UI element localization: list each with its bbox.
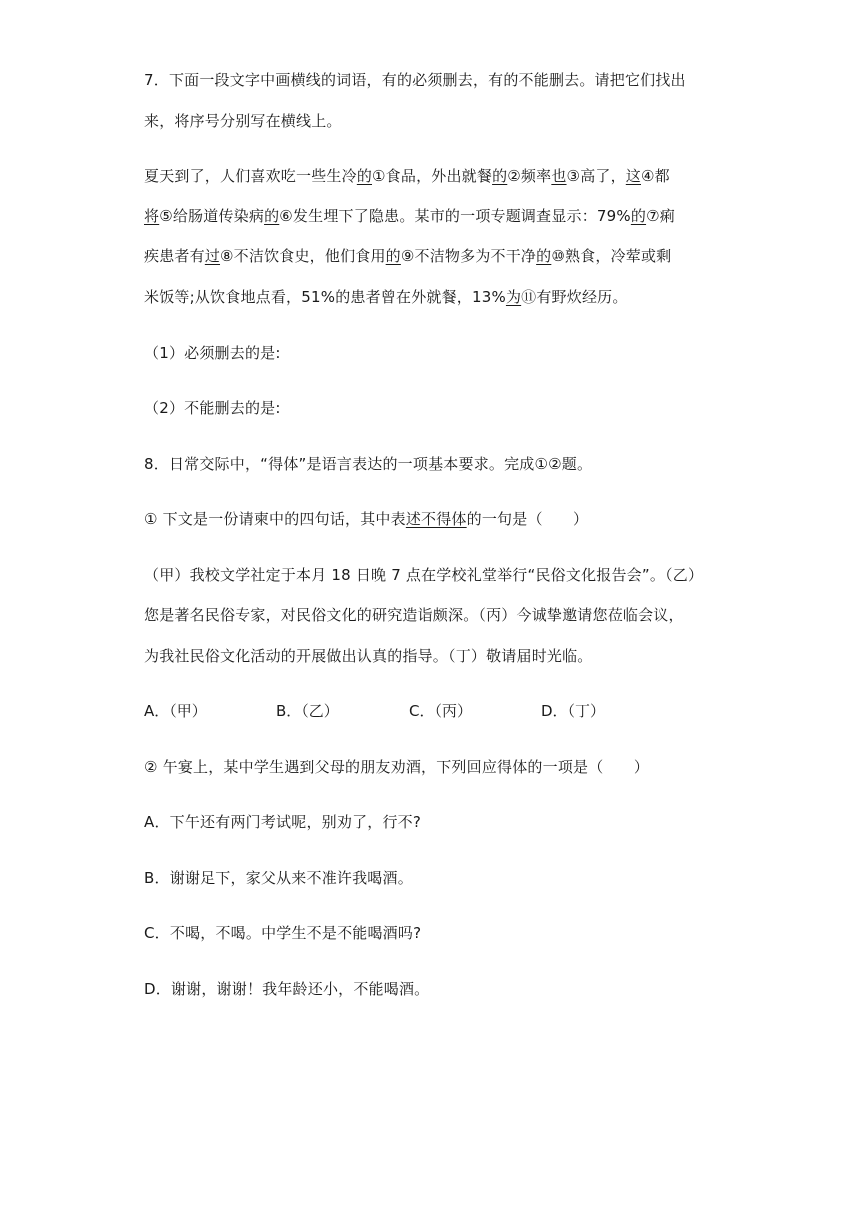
q8-part1-stem: ① 下文是一份请柬中的四句话，其中表述不得体的一句是（ ） xyxy=(144,510,589,528)
option-d: D．（丁） xyxy=(541,702,606,720)
underlined-word: 的 xyxy=(264,207,280,225)
q7-para-line4: 米饭等;从饮食地点看，51%的患者曾在外就餐，13%为⑪有野炊经历。 xyxy=(144,288,628,306)
q8-part2-option-b: B．谢谢足下，家父从来不准许我喝酒。 xyxy=(144,869,413,887)
underlined-word: 的 xyxy=(536,247,552,265)
underlined-phrase: 述不得体 xyxy=(405,510,467,528)
q7-para-line3: 疾患者有过⑧不洁饮食史，他们食用的⑨不洁物多为不干净的⑩熟食，冷荤或剩 xyxy=(144,247,672,265)
option-c: C．（丙） xyxy=(409,702,472,720)
underlined-word: 将 xyxy=(144,207,160,225)
q8-part2-option-a: A．下午还有两门考试呢，别劝了，行不? xyxy=(144,813,422,831)
underlined-word: 的 xyxy=(356,167,373,185)
q7-stem-line2: 来，将序号分别写在横线上。 xyxy=(144,112,342,130)
q8-part1-options xyxy=(144,701,724,721)
q8-part1-passage-line3: 为我社民俗文化活动的开展做出认真的指导。（丁）敬请届时光临。 xyxy=(144,647,593,665)
underlined-word: 的 xyxy=(385,247,401,265)
q8-part2-stem: ② 午宴上，某中学生遇到父母的朋友劝酒，下列回应得体的一项是（ ） xyxy=(144,758,650,776)
underlined-word: 为 xyxy=(505,288,522,306)
q7-para-line1: 夏天到了，人们喜欢吃一些生冷的①食品，外出就餐的②频率也③高了，这④都 xyxy=(144,167,670,185)
option-b: B．（乙） xyxy=(276,702,339,720)
underlined-word: 这 xyxy=(625,167,641,185)
q7-para-line2: 将⑤给肠道传染病的⑥发生埋下了隐患。某市的一项专题调查显示：79%的⑦痢 xyxy=(144,207,675,225)
q8-part2-option-c: C．不喝，不喝。中学生不是不能喝酒吗? xyxy=(144,924,422,942)
underlined-word: 的 xyxy=(492,167,508,185)
q8-part2-option-d: D．谢谢，谢谢！我年龄还小，不能喝酒。 xyxy=(144,980,430,998)
q8-stem: 8．日常交际中，“得体”是语言表达的一项基本要求。完成①②题。 xyxy=(144,455,593,473)
q7-stem-line1: 7．下面一段文字中画横线的词语，有的必须删去，有的不能删去。请把它们找出 xyxy=(144,71,686,89)
q8-part1-passage-line1: （甲）我校文学社定于本月 18 日晚 7 点在学校礼堂举行“民俗文化报告会”。（乙） xyxy=(144,566,704,584)
underlined-word: 过 xyxy=(204,247,221,265)
q8-part1-passage-line2: 您是著名民俗专家，对民俗文化的研究造诣颇深。（丙）今诚挚邀请您莅临会议， xyxy=(144,606,684,624)
option-a: A．（甲） xyxy=(144,702,207,720)
underlined-word: 的 xyxy=(630,207,647,225)
q7-sub2: （2）不能删去的是: xyxy=(144,399,281,417)
q7-sub1: （1）必须删去的是: xyxy=(144,344,281,362)
underlined-word: 也 xyxy=(551,167,567,185)
